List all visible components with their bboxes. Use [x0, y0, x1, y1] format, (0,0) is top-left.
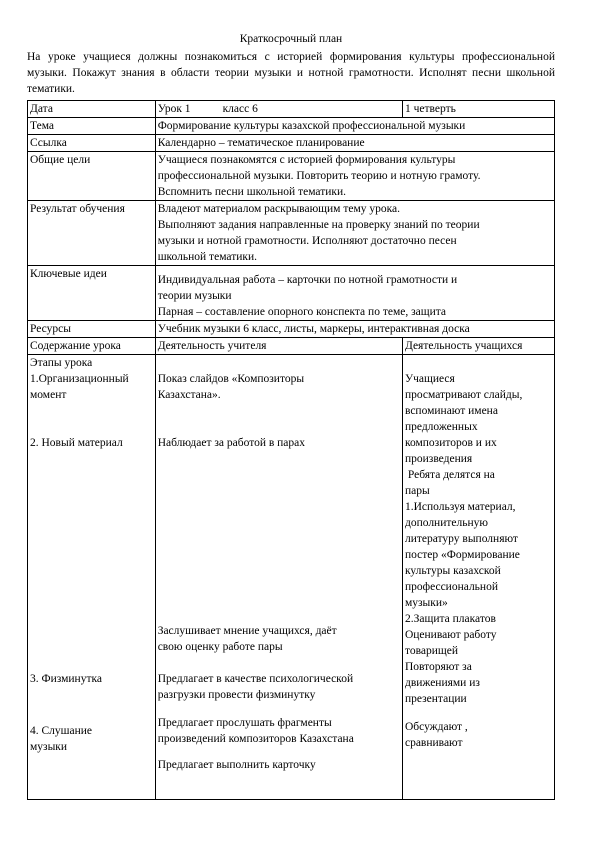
header-students: Деятельность учащихся	[402, 338, 554, 355]
stage-1-students: вспоминают имена	[404, 405, 498, 417]
stage-2-students: дополнительную	[404, 517, 488, 529]
row-goals	[28, 152, 555, 201]
lesson-number: Урок 1	[157, 103, 191, 115]
stage-4-label: 4. Слушание	[30, 725, 93, 737]
stages-title: Этапы урока	[30, 357, 93, 369]
header-content: Содержание урока	[28, 338, 156, 355]
goals-line: Учащиеся познакомятся с историей формирования культуры	[157, 154, 456, 166]
goals-line: профессиональной музыки. Повторить теорию и нотную грамоту.	[157, 170, 481, 182]
stage-2-label: 2. Новый материал	[30, 437, 123, 449]
row-stages	[28, 355, 555, 800]
row-link	[28, 135, 555, 152]
stage-3-teacher: Предлагает в качестве психологической	[157, 673, 354, 685]
stage-1-teacher: Показ слайдов «Композиторы	[157, 373, 305, 385]
document-page	[27, 0, 555, 800]
stage-3-students: движениями из	[404, 677, 480, 689]
quarter: 1 четверть	[402, 101, 554, 118]
stage-4-label: музыки	[30, 741, 68, 753]
stage-2-students: произведения	[404, 453, 473, 465]
result-line: Владеют материалом раскрывающим тему урока.	[157, 203, 400, 215]
stage-3-students: презентации	[404, 693, 467, 705]
ideas-line: Парная – составление опорного конспекта по теме, защита	[157, 306, 447, 318]
row-date	[28, 101, 555, 118]
result-line: музыки и нотной грамотности. Исполняют достаточно песен	[157, 235, 457, 247]
stage-4-teacher: Предлагает прослушать фрагменты	[157, 717, 332, 729]
stage-1-students: Учащиеся	[404, 373, 455, 385]
topic-value: Формирование культуры казахской профессиональной музыки	[155, 118, 554, 135]
stage-1-teacher: Казахстана».	[157, 389, 221, 401]
goals-line: Вспомнить песни школьной тематики.	[157, 186, 347, 198]
stage-1-students: предложенных	[404, 421, 478, 433]
stage-1-label: момент	[30, 389, 67, 401]
result-line: школьной тематики.	[157, 251, 257, 263]
row-ideas	[28, 266, 555, 321]
row-topic	[28, 118, 555, 135]
row-headers	[28, 338, 555, 355]
students-column	[402, 355, 554, 800]
stage-2-students: постер «Формирование	[404, 549, 520, 561]
stage-1-label: 1.Организационный	[30, 373, 129, 385]
link-label: Ссылка	[28, 135, 156, 152]
stage-2-students: культуры казахской	[404, 565, 501, 577]
resources-label: Ресурсы	[28, 321, 156, 338]
stage-2-students: музыки»	[404, 597, 448, 609]
stage-3-label: 3. Физминутка	[30, 673, 102, 685]
stage-2-teacher: Наблюдает за работой в парах	[157, 437, 306, 449]
stage-2b-students: 2.Защита плакатов	[404, 613, 496, 625]
result-line: Выполняют задания направленные на проверку знаний по теории	[157, 219, 480, 231]
stage-2-students: пары	[404, 485, 430, 497]
topic-label: Тема	[28, 118, 156, 135]
stage-2b-teacher: свою оценку работе пары	[157, 641, 283, 653]
document-title: Краткосрочный план	[239, 33, 343, 45]
date-label: Дата	[28, 101, 156, 118]
stage-2-students: композиторов и их	[404, 437, 497, 449]
stages-column	[28, 355, 156, 800]
stage-2-students: Ребята делятся на	[404, 469, 495, 481]
lesson-plan-table	[27, 100, 555, 800]
result-label: Результат обучения	[28, 201, 156, 266]
stage-4-teacher: произведений композиторов Казахстана	[157, 733, 354, 745]
stage-2-students: литературу выполняют	[404, 533, 518, 545]
teacher-column	[155, 355, 402, 800]
date-lesson-cell	[155, 101, 402, 118]
grade: класс 6	[222, 103, 258, 115]
ideas-label: Ключевые идеи	[28, 266, 156, 321]
ideas-line: теории музыки	[157, 290, 232, 302]
ideas-value	[155, 266, 554, 321]
stage-3-students: Повторяют за	[404, 661, 472, 673]
goals-label: Общие цели	[28, 152, 156, 201]
stage-5-teacher: Предлагает выполнить карточку	[157, 759, 316, 771]
stage-2b-students: товарищей	[404, 645, 458, 657]
result-value	[155, 201, 554, 266]
goals-value	[155, 152, 554, 201]
link-value: Календарно – тематическое планирование	[155, 135, 554, 152]
row-result	[28, 201, 555, 266]
stage-4-students: Обсуждают ,	[404, 721, 468, 733]
stage-4-students: сравнивают	[404, 737, 463, 749]
resources-value: Учебник музыки 6 класс, листы, маркеры, интерактивная доска	[155, 321, 554, 338]
ideas-line: Индивидуальная работа – карточки по нотной грамотности и	[157, 274, 458, 286]
header-teacher: Деятельность учителя	[155, 338, 402, 355]
stage-2-students: 1.Используя материал,	[404, 501, 516, 513]
row-resources	[28, 321, 555, 338]
intro-paragraph: На уроке учащиеся должны познакомиться с историей формирования культуры профессиональной музыки. Покажут знания в области теории музыки и нотной грамотности. Исполнят песни школьной тематики.	[27, 51, 555, 95]
stage-3-teacher: разгрузки провести физминутку	[157, 689, 316, 701]
stage-1-students: просматривают слайды,	[404, 389, 523, 401]
stage-2b-teacher: Заслушивает мнение учащихся, даёт	[157, 625, 337, 637]
stage-2b-students: Оценивают работу	[404, 629, 497, 641]
stage-2-students: профессиональной	[404, 581, 498, 593]
